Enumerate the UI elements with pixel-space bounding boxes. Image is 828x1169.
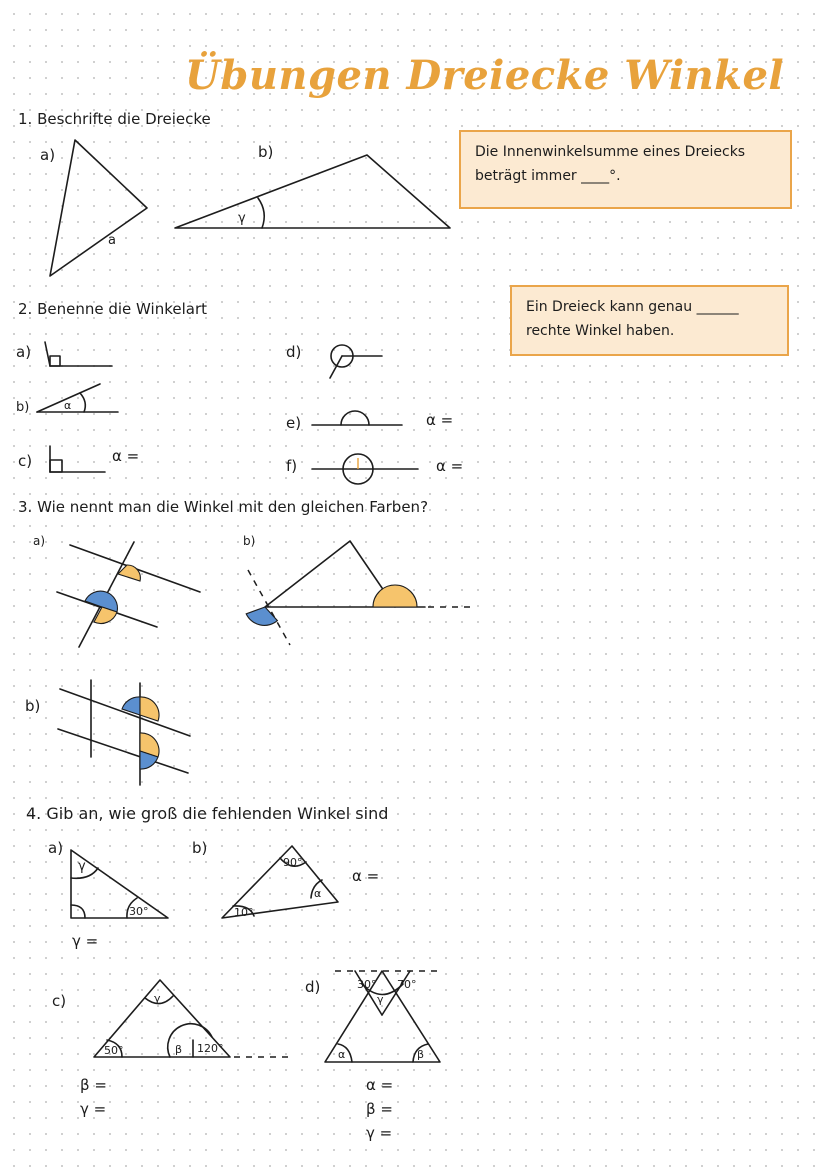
task2-angle-b	[37, 384, 118, 412]
task1-triangle-b	[175, 155, 450, 228]
task4c-gamma: γ	[154, 992, 161, 1005]
task3-label-a: a)	[33, 534, 46, 548]
task4b-angle-10: 10°	[234, 906, 254, 919]
task4d-alpha: α	[338, 1048, 346, 1061]
task4-a-gamma-eq: γ =	[72, 932, 99, 950]
task2-label-c: c)	[18, 452, 33, 470]
task3-label-b2: b)	[25, 697, 41, 715]
task2-angle-a	[45, 342, 112, 366]
task4-d-beta-eq: β =	[366, 1100, 393, 1118]
box1-unit: °.	[609, 168, 621, 184]
task4-label-d: d)	[305, 978, 321, 996]
task4c-triangle	[94, 980, 290, 1057]
task2-angle-d	[330, 345, 382, 378]
task4d-beta: β	[417, 1048, 425, 1061]
task1-triangle-a	[50, 140, 147, 276]
task1-label-a: a)	[40, 146, 56, 164]
task4c-beta: β	[175, 1043, 183, 1056]
box1-text1: Die Innenwinkelsumme eines Dreiecks	[475, 144, 746, 160]
task4c-angle-50: 50°	[104, 1044, 124, 1057]
box1-text2: beträgt immer	[475, 168, 577, 184]
box2-text1: Ein Dreieck kann genau	[526, 299, 693, 315]
task2-angle-f	[312, 454, 418, 484]
task4d-angle-30: 30°	[357, 978, 377, 991]
task3a-figure	[57, 542, 200, 647]
task4b-alpha: α	[314, 887, 322, 900]
task2-angle-c	[50, 446, 105, 472]
task4a-gamma: γ	[78, 859, 86, 874]
task1-heading: 1. Beschrifte die Dreiecke	[18, 110, 211, 128]
page-title: Übungen Dreiecke Winkel	[185, 52, 785, 99]
task3b-figure	[246, 541, 470, 645]
task3-label-b: b)	[243, 534, 256, 548]
task2-alpha-eq-e: α =	[426, 411, 454, 429]
box2-text2: rechte Winkel haben.	[526, 323, 675, 339]
task4a-angle-30: 30°	[129, 905, 149, 918]
task2-label-b: b)	[16, 400, 30, 415]
task2-b-alpha: α	[64, 399, 72, 412]
task1-angle-arc	[258, 198, 264, 228]
task4-b-alpha-eq: α =	[352, 867, 380, 885]
task4-c-beta-eq: β =	[80, 1076, 107, 1094]
task2-label-a: a)	[16, 343, 32, 361]
task3b2-figure	[58, 680, 190, 785]
task2-angle-e	[312, 411, 402, 425]
task4b-angle-90: 90°	[283, 856, 303, 869]
task2-alpha-eq-c: α =	[112, 447, 140, 465]
task2-label-d: d)	[286, 343, 302, 361]
task3-heading: 3. Wie nennt man die Winkel mit den gleichen Farben?	[18, 498, 429, 516]
task2-alpha-eq-f: α =	[436, 457, 464, 475]
task2-label-f: f)	[286, 457, 298, 475]
task4b-triangle	[222, 846, 338, 919]
task1-side-a-label: a	[108, 233, 116, 248]
box1-blank[interactable]: ____	[581, 168, 610, 184]
task4-d-gamma-eq: γ =	[366, 1124, 393, 1142]
task4c-angle-120: 120°	[197, 1042, 224, 1055]
task4-heading: 4. Gib an, wie groß die fehlenden Winkel sind	[26, 804, 389, 823]
task4d-gamma: γ	[377, 993, 384, 1006]
task4-label-a: a)	[48, 839, 64, 857]
task4-d-alpha-eq: α =	[366, 1076, 394, 1094]
task4a-triangle	[71, 850, 168, 918]
task4d-triangle	[325, 971, 440, 1062]
task2-heading: 2. Benenne die Winkelart	[18, 300, 207, 318]
task1-label-b: b)	[258, 143, 274, 161]
task1-gamma-label: γ	[238, 211, 246, 226]
task2-label-e: e)	[286, 414, 302, 432]
task4-c-gamma-eq: γ =	[80, 1100, 107, 1118]
box2-blank[interactable]: ______	[696, 299, 739, 315]
task4-label-c: c)	[52, 992, 67, 1010]
task4d-angle-70: 70°	[397, 978, 417, 991]
task4-label-b: b)	[192, 839, 208, 857]
